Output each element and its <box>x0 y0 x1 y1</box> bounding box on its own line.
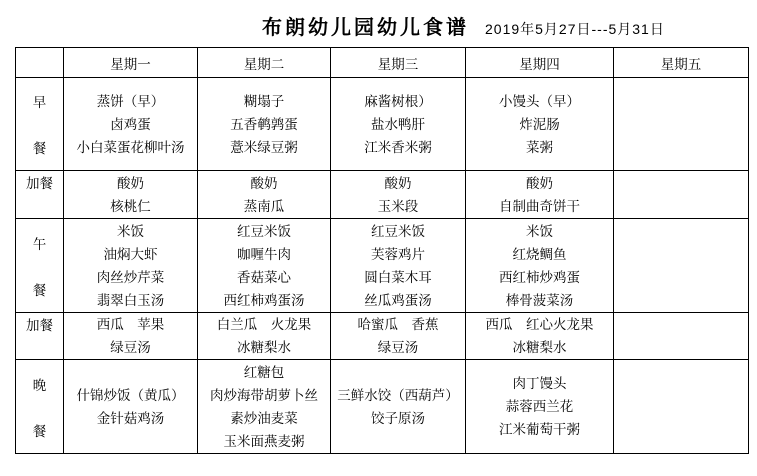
dish-line: 红豆米饭 <box>371 223 425 239</box>
menu-cell <box>331 219 466 313</box>
dish-line: 小馒头（早） <box>499 93 580 109</box>
dish-line: 红豆米饭 <box>237 223 291 239</box>
day-header: 星期五 <box>614 48 749 78</box>
dish-line: 蒸饼（早） <box>96 93 165 109</box>
dish-line: 酸奶 <box>117 175 144 191</box>
date-range: 2019年5月27日---5月31日 <box>485 21 665 37</box>
menu-cell <box>64 219 198 313</box>
meal-label-lunch: 午 餐 <box>16 219 64 313</box>
dish-line: 玉米面燕麦粥 <box>223 433 305 449</box>
menu-cell <box>614 78 749 171</box>
menu-cell <box>466 171 614 219</box>
menu-cell <box>198 78 331 171</box>
menu-cell <box>614 360 749 454</box>
menu-cell <box>331 313 466 360</box>
dish-line: 绿豆汤 <box>110 340 151 355</box>
dish-line: 金针菇鸡汤 <box>96 410 165 426</box>
menu-table-body <box>16 78 749 454</box>
dish-line: 翡翠白玉汤 <box>96 292 165 308</box>
meal-row-dinner <box>16 360 749 454</box>
dish-line: 糊塌子 <box>243 93 285 109</box>
dish-line: 绿豆汤 <box>377 340 419 355</box>
dish-line: 冰糖梨水 <box>237 340 291 355</box>
doc-header <box>0 0 757 46</box>
day-header: 星期四 <box>466 48 614 78</box>
meal-label-breakfast: 早 餐 <box>16 78 64 171</box>
dish-line: 油焖大虾 <box>103 246 158 262</box>
menu-cell <box>466 78 614 171</box>
meal-label-snack-am: 加餐 <box>16 171 64 219</box>
dish-line: 菜粥 <box>526 139 553 155</box>
dish-line: 卤鸡蛋 <box>110 116 151 132</box>
dish-line: 哈蜜瓜 香蕉 <box>357 317 439 332</box>
dish-line: 江米香米粥 <box>364 139 432 155</box>
menu-cell <box>64 313 198 360</box>
dish-line: 肉炒海带胡萝卜丝 <box>210 387 318 403</box>
dish-line: 酸奶 <box>526 175 553 191</box>
dish-line: 红烧鲷鱼 <box>512 246 567 262</box>
dish-line: 西瓜 苹果 <box>96 317 165 332</box>
corner-cell <box>16 48 64 78</box>
menu-cell <box>198 219 331 313</box>
dish-line: 西红柿鸡蛋汤 <box>223 292 305 308</box>
menu-cell <box>614 313 749 360</box>
dish-line: 饺子原汤 <box>371 410 425 426</box>
dish-line: 薏米绿豆粥 <box>230 139 298 155</box>
dish-line: 江米葡萄干粥 <box>499 422 580 437</box>
meal-row-breakfast <box>16 78 749 171</box>
dish-line: 自制曲奇饼干 <box>499 198 580 214</box>
menu-cell <box>198 360 331 454</box>
dish-line: 米饭 <box>117 223 144 239</box>
meal-row-snack-am <box>16 171 749 219</box>
menu-cell <box>466 360 614 454</box>
meal-label-snack-pm: 加餐 <box>16 313 64 360</box>
dish-line: 什锦炒饭（黄瓜） <box>76 387 185 403</box>
dish-line: 白兰瓜 火龙果 <box>216 317 312 332</box>
menu-cell <box>466 219 614 313</box>
menu-cell <box>331 171 466 219</box>
day-header: 星期二 <box>198 48 331 78</box>
dish-line: 香菇菜心 <box>237 269 291 285</box>
dish-line: 三鲜水饺（西葫芦） <box>337 387 459 403</box>
menu-cell <box>64 360 198 454</box>
menu-cell <box>331 360 466 454</box>
day-header: 星期三 <box>331 48 466 78</box>
dish-line: 丝瓜鸡蛋汤 <box>364 292 432 308</box>
dish-line: 蒸南瓜 <box>243 198 285 214</box>
menu-cell <box>64 171 198 219</box>
page-title: 布朗幼儿园幼儿食谱 <box>262 17 469 39</box>
header-row <box>16 48 749 78</box>
dish-line: 酸奶 <box>384 175 412 191</box>
dish-line: 盐水鸭肝 <box>371 116 425 132</box>
day-header: 星期一 <box>64 48 198 78</box>
dish-line: 米饭 <box>526 223 553 239</box>
dish-line: 棒骨菠菜汤 <box>505 292 574 308</box>
menu-cell <box>198 313 331 360</box>
dish-line: 玉米段 <box>377 198 419 214</box>
dish-line: 红糖包 <box>243 364 285 380</box>
dish-line: 麻酱树根） <box>364 93 432 109</box>
dish-line: 炸泥肠 <box>519 116 560 132</box>
dish-line: 冰糖梨水 <box>512 340 567 355</box>
menu-cell <box>466 313 614 360</box>
menu-table <box>15 47 749 454</box>
dish-line: 五香鹌鹑蛋 <box>230 116 298 132</box>
dish-line: 蒜蓉西兰花 <box>505 399 574 414</box>
menu-cell <box>64 78 198 171</box>
meal-row-snack-pm <box>16 313 749 360</box>
dish-line: 西瓜 红心火龙果 <box>485 317 594 332</box>
dish-line: 肉丁馒头 <box>512 376 567 391</box>
menu-cell <box>198 171 331 219</box>
meal-row-lunch <box>16 219 749 313</box>
dish-line: 酸奶 <box>250 175 278 191</box>
dish-line: 芙蓉鸡片 <box>371 246 425 262</box>
dish-line: 咖喱牛肉 <box>237 246 291 262</box>
meal-label-dinner: 晚 餐 <box>16 360 64 454</box>
menu-cell <box>614 219 749 313</box>
dish-line: 西红柿炒鸡蛋 <box>499 269 580 285</box>
dish-line: 核桃仁 <box>110 198 151 214</box>
menu-cell <box>614 171 749 219</box>
dish-line: 肉丝炒芹菜 <box>96 269 165 285</box>
dish-line: 圆白菜木耳 <box>364 269 432 285</box>
dish-line: 小白菜蛋花柳叶汤 <box>76 139 185 155</box>
menu-cell <box>331 78 466 171</box>
dish-line: 素炒油麦菜 <box>230 410 298 426</box>
